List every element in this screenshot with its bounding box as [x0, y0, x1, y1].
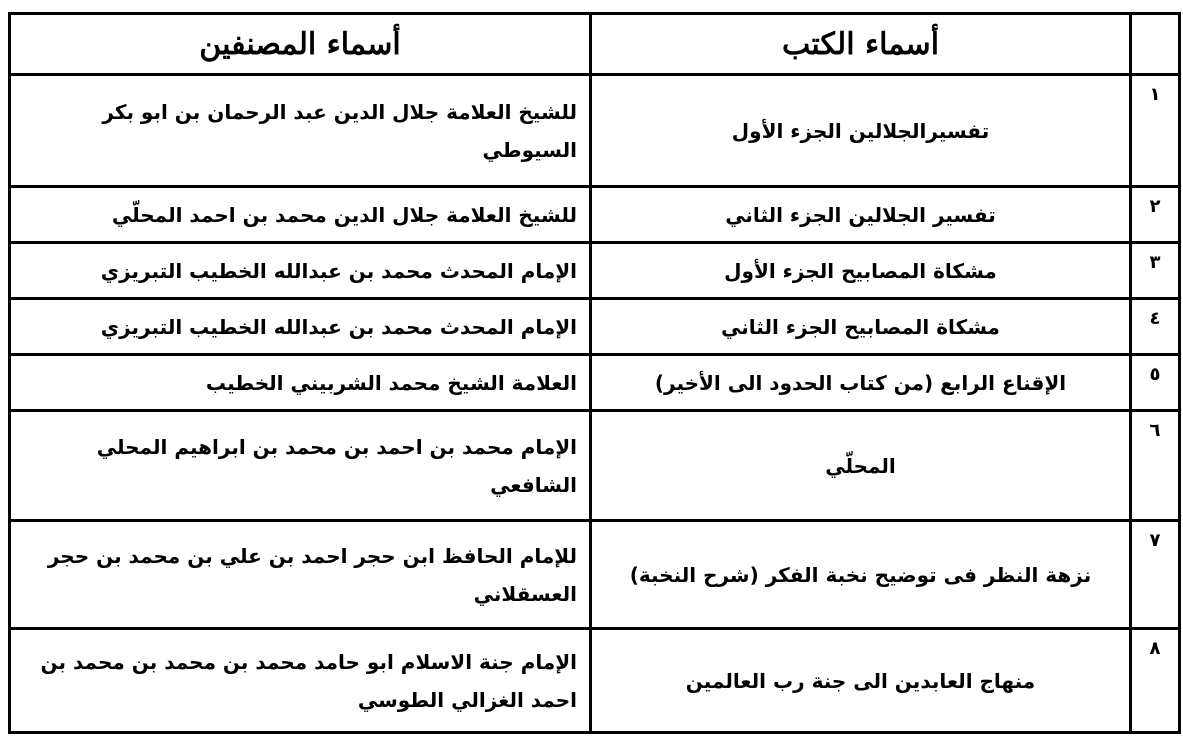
row-number: ١ — [1131, 75, 1180, 187]
header-author-names: أسماء المصنفين — [10, 14, 591, 75]
row-number: ٣ — [1131, 243, 1180, 299]
header-book-names: أسماء الكتب — [591, 14, 1131, 75]
author-name: للشيخ العلامة جلال الدين محمد بن احمد المحلّي — [10, 187, 591, 243]
author-name: العلامة الشيخ محمد الشربيني الخطيب — [10, 355, 591, 411]
table-row — [10, 243, 1180, 299]
row-number: ٥ — [1131, 355, 1180, 411]
author-name: الإمام محمد بن احمد بن محمد بن ابراهيم المحلي الشافعي — [10, 411, 591, 521]
table-row — [10, 411, 1180, 521]
author-name: للإمام الحافظ ابن حجر احمد بن علي بن محمد بن حجر العسقلاني — [10, 521, 591, 629]
header-number — [1131, 14, 1180, 75]
book-title: تفسيرالجلالين الجزء الأول — [591, 75, 1131, 187]
table-row — [10, 521, 1180, 629]
row-number: ٨ — [1131, 629, 1180, 733]
table-row — [10, 187, 1180, 243]
book-title: منهاج العابدين الى جنة رب العالمين — [591, 629, 1131, 733]
book-title: مشكاة المصابيح الجزء الأول — [591, 243, 1131, 299]
table-header-row — [10, 14, 1180, 75]
row-number: ٢ — [1131, 187, 1180, 243]
author-name: للشيخ العلامة جلال الدين عبد الرحمان بن ابو بكر السيوطي — [10, 75, 591, 187]
row-number: ٦ — [1131, 411, 1180, 521]
books-table-container — [8, 12, 1171, 728]
row-number: ٤ — [1131, 299, 1180, 355]
books-table — [8, 12, 1181, 734]
table-row — [10, 75, 1180, 187]
row-number: ٧ — [1131, 521, 1180, 629]
book-title: الإقناع الرابع (من كتاب الحدود الى الأخير) — [591, 355, 1131, 411]
author-name: الإمام المحدث محمد بن عبدالله الخطيب التبريزي — [10, 299, 591, 355]
book-title: مشكاة المصابيح الجزء الثاني — [591, 299, 1131, 355]
book-title: نزهة النظر فى توضيح نخبة الفكر (شرح النخبة) — [591, 521, 1131, 629]
author-name: الإمام المحدث محمد بن عبدالله الخطيب التبريزي — [10, 243, 591, 299]
book-title: تفسير الجلالين الجزء الثاني — [591, 187, 1131, 243]
table-row — [10, 629, 1180, 733]
table-row — [10, 299, 1180, 355]
author-name: الإمام جنة الاسلام ابو حامد محمد بن محمد بن محمد بن احمد الغزالي الطوسي — [10, 629, 591, 733]
table-row — [10, 355, 1180, 411]
book-title: المحلّي — [591, 411, 1131, 521]
